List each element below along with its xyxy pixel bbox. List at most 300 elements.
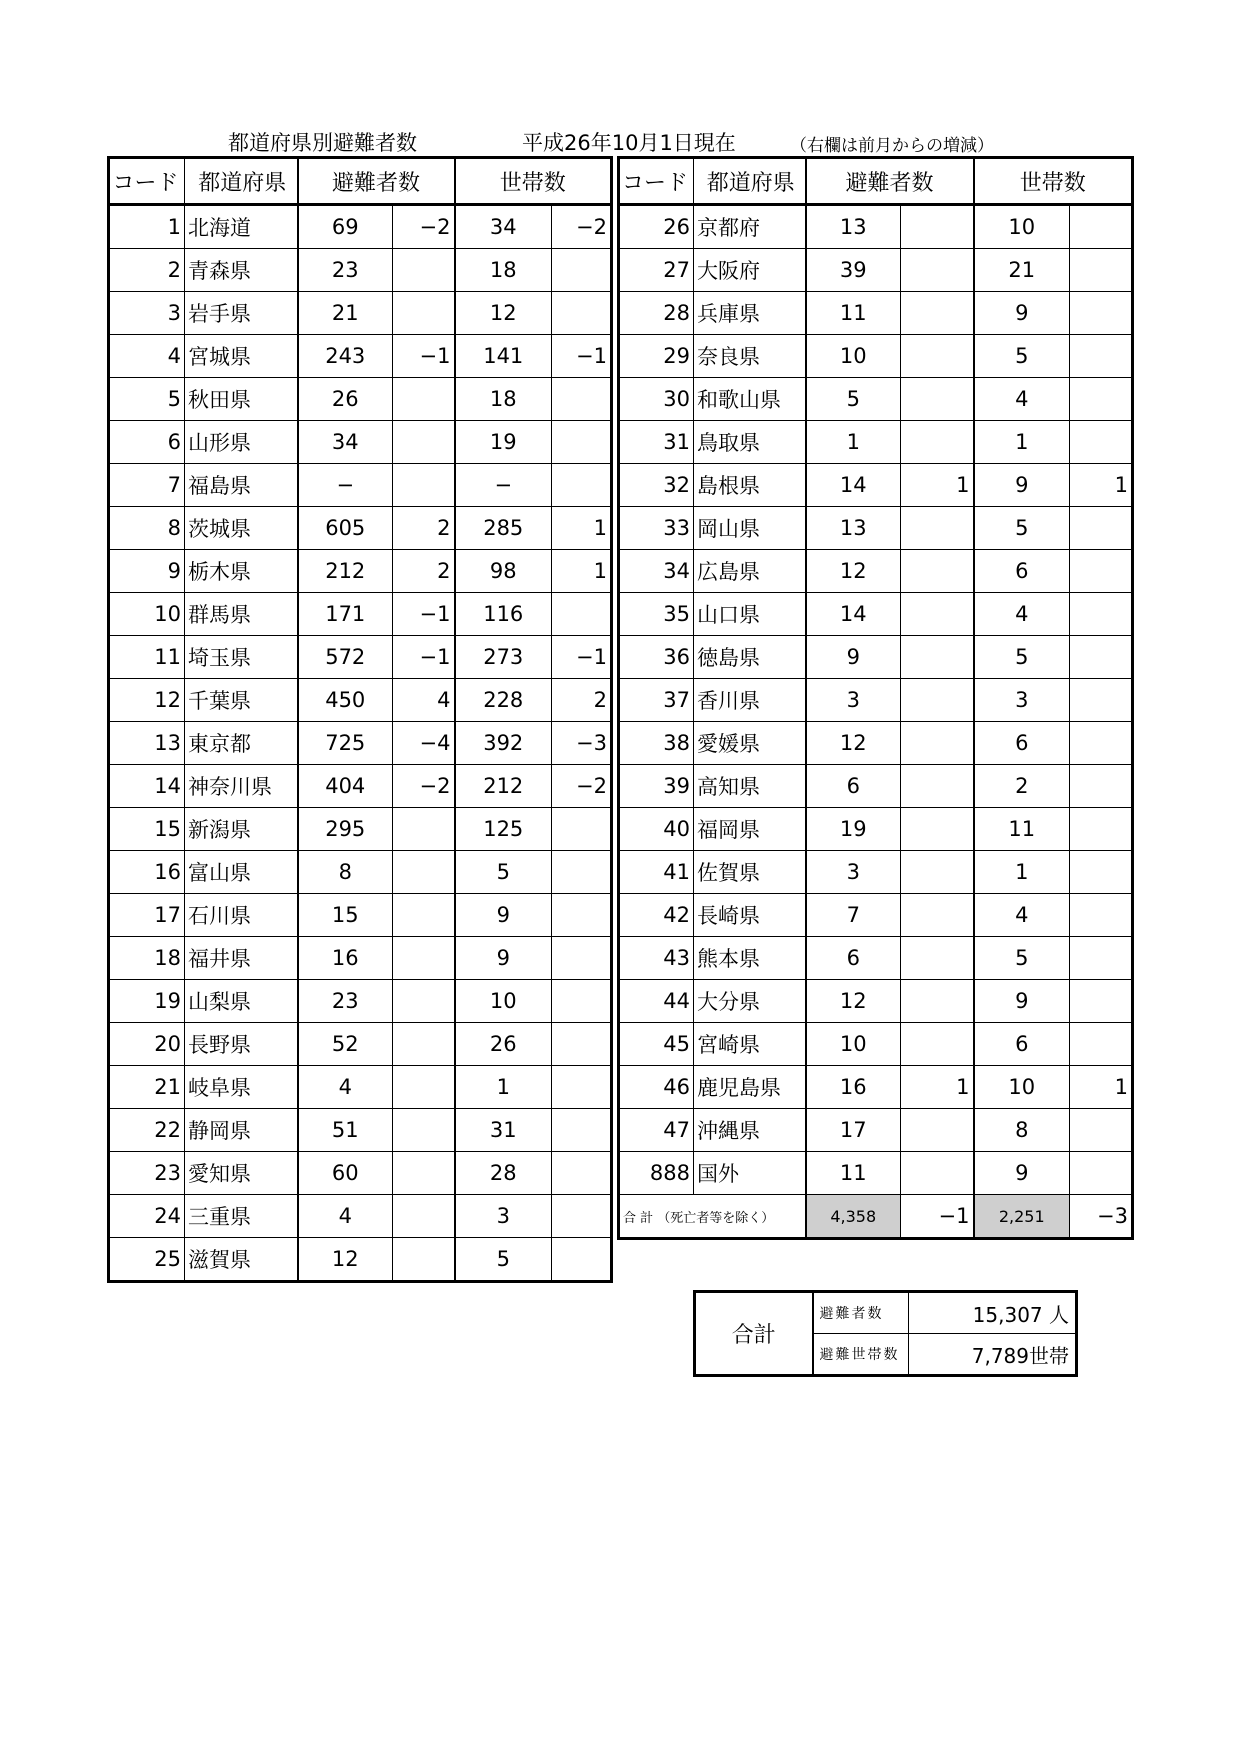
prefecture-cell: 新潟県: [185, 808, 298, 851]
evacuees-delta-cell: [901, 507, 974, 550]
prefecture-cell: 滋賀県: [185, 1238, 298, 1282]
households-cell: 3: [455, 1195, 552, 1238]
evacuees-cell: 51: [298, 1109, 393, 1152]
summary-households-value: 7,789世帯: [971, 1343, 1069, 1368]
prefecture-cell: 熊本県: [694, 937, 806, 980]
evacuees-delta-cell: [901, 421, 974, 464]
households-delta-cell: [1070, 378, 1133, 421]
subtotal-evacuees-delta: −1: [901, 1195, 974, 1239]
households-delta-cell: [552, 1066, 612, 1109]
evacuees-cell: 17: [806, 1109, 901, 1152]
households-delta-cell: [1070, 851, 1133, 894]
table-row: [619, 765, 1133, 808]
evacuees-cell: 12: [806, 722, 901, 765]
evacuees-cell: 4: [298, 1195, 393, 1238]
households-cell: 4: [974, 894, 1070, 937]
evacuees-delta-cell: [393, 292, 455, 335]
prefecture-cell: 大分県: [694, 980, 806, 1023]
households-delta-cell: [1070, 1109, 1133, 1152]
evacuees-delta-cell: [901, 636, 974, 679]
subtotal-households-delta: −3: [1070, 1195, 1133, 1239]
code-cell: 28: [619, 292, 694, 335]
evacuees-delta-cell: [393, 249, 455, 292]
evacuees-delta-cell: [393, 851, 455, 894]
households-cell: 98: [455, 550, 552, 593]
code-cell: 31: [619, 421, 694, 464]
evacuees-delta-cell: [901, 722, 974, 765]
summary-evacuees-label: 避難者数: [813, 1292, 909, 1334]
table-row: [109, 507, 612, 550]
table-row: [109, 980, 612, 1023]
households-cell: 10: [974, 1066, 1070, 1109]
prefecture-cell: 長野県: [185, 1023, 298, 1066]
header-households: 世帯数: [455, 158, 612, 205]
header-evacuees: 避難者数: [298, 158, 455, 205]
table-row: [109, 249, 612, 292]
code-cell: 5: [109, 378, 185, 421]
code-cell: 43: [619, 937, 694, 980]
prefecture-cell: 栃木県: [185, 550, 298, 593]
evacuees-delta-cell: 1: [901, 464, 974, 507]
code-cell: 6: [109, 421, 185, 464]
evacuees-cell: 3: [806, 851, 901, 894]
evacuees-delta-cell: 4: [393, 679, 455, 722]
households-cell: 392: [455, 722, 552, 765]
table-row: [619, 249, 1133, 292]
code-cell: 25: [109, 1238, 185, 1282]
evacuees-cell: 295: [298, 808, 393, 851]
code-cell: 4: [109, 335, 185, 378]
prefecture-cell: 三重県: [185, 1195, 298, 1238]
prefecture-cell: 岡山県: [694, 507, 806, 550]
prefecture-cell: 奈良県: [694, 335, 806, 378]
evacuees-delta-cell: [901, 980, 974, 1023]
evacuees-cell: 572: [298, 636, 393, 679]
households-cell: 34: [455, 205, 552, 249]
table-row: [109, 1238, 612, 1282]
prefecture-cell: 国外: [694, 1152, 806, 1195]
households-delta-cell: −2: [552, 765, 612, 808]
code-cell: 16: [109, 851, 185, 894]
households-delta-cell: 1: [552, 507, 612, 550]
households-cell: 9: [455, 894, 552, 937]
households-delta-cell: [552, 593, 612, 636]
evacuees-cell: 5: [806, 378, 901, 421]
evacuees-cell: 19: [806, 808, 901, 851]
evacuees-delta-cell: [393, 464, 455, 507]
evacuees-delta-cell: [393, 1195, 455, 1238]
evacuees-delta-cell: [901, 550, 974, 593]
households-cell: 21: [974, 249, 1070, 292]
evacuees-delta-cell: [393, 1109, 455, 1152]
table-row: [619, 636, 1133, 679]
households-cell: 5: [974, 937, 1070, 980]
prefecture-cell: 大阪府: [694, 249, 806, 292]
households-cell: 5: [974, 335, 1070, 378]
code-cell: 20: [109, 1023, 185, 1066]
table-row: [619, 894, 1133, 937]
code-cell: 10: [109, 593, 185, 636]
households-delta-cell: [1070, 722, 1133, 765]
evacuees-delta-cell: [901, 808, 974, 851]
households-delta-cell: [1070, 421, 1133, 464]
table-row: [619, 421, 1133, 464]
code-cell: 12: [109, 679, 185, 722]
households-cell: 5: [455, 851, 552, 894]
prefecture-cell: 北海道: [185, 205, 298, 249]
table-row: [109, 1152, 612, 1195]
prefecture-cell: 兵庫県: [694, 292, 806, 335]
table-row: [619, 937, 1133, 980]
households-delta-cell: −1: [552, 636, 612, 679]
households-cell: 125: [455, 808, 552, 851]
code-cell: 37: [619, 679, 694, 722]
prefecture-cell: 高知県: [694, 765, 806, 808]
table-row: [109, 1023, 612, 1066]
households-delta-cell: [1070, 636, 1133, 679]
households-cell: 6: [974, 1023, 1070, 1066]
prefecture-cell: 岩手県: [185, 292, 298, 335]
households-cell: 2: [974, 765, 1070, 808]
code-cell: 13: [109, 722, 185, 765]
code-cell: 22: [109, 1109, 185, 1152]
households-delta-cell: [552, 851, 612, 894]
households-cell: 5: [455, 1238, 552, 1282]
code-cell: 36: [619, 636, 694, 679]
table-row: [109, 378, 612, 421]
households-cell: 228: [455, 679, 552, 722]
households-delta-cell: −3: [552, 722, 612, 765]
households-cell: 1: [974, 851, 1070, 894]
prefecture-cell: 沖縄県: [694, 1109, 806, 1152]
evacuees-cell: 60: [298, 1152, 393, 1195]
evacuees-cell: 21: [298, 292, 393, 335]
households-delta-cell: −2: [552, 205, 612, 249]
table-row: [619, 851, 1133, 894]
prefecture-cell: 宮城県: [185, 335, 298, 378]
evacuees-cell: 12: [806, 980, 901, 1023]
evacuees-cell: 243: [298, 335, 393, 378]
prefecture-cell: 山口県: [694, 593, 806, 636]
table-row: [619, 378, 1133, 421]
households-cell: 1: [455, 1066, 552, 1109]
evacuees-cell: 11: [806, 292, 901, 335]
table-row: [109, 1066, 612, 1109]
households-delta-cell: 1: [552, 550, 612, 593]
households-cell: 9: [974, 1152, 1070, 1195]
prefecture-cell: 埼玉県: [185, 636, 298, 679]
evacuees-delta-cell: [393, 1023, 455, 1066]
table-row: [619, 1023, 1133, 1066]
evacuees-delta-cell: −2: [393, 205, 455, 249]
code-cell: 47: [619, 1109, 694, 1152]
code-cell: 7: [109, 464, 185, 507]
households-cell: 116: [455, 593, 552, 636]
subtotal-households: 2,251: [974, 1195, 1070, 1239]
evacuees-delta-cell: 1: [901, 1066, 974, 1109]
evacuees-cell: 212: [298, 550, 393, 593]
table-row: [109, 205, 612, 249]
households-cell: 10: [455, 980, 552, 1023]
evacuees-cell: 16: [298, 937, 393, 980]
households-delta-cell: [552, 980, 612, 1023]
prefecture-cell: 千葉県: [185, 679, 298, 722]
header-code: コード: [109, 158, 185, 205]
code-cell: 33: [619, 507, 694, 550]
table-row: [619, 1109, 1133, 1152]
code-cell: 32: [619, 464, 694, 507]
code-cell: 44: [619, 980, 694, 1023]
code-cell: 38: [619, 722, 694, 765]
prefecture-cell: 愛知県: [185, 1152, 298, 1195]
households-delta-cell: [1070, 550, 1133, 593]
evacuees-cell: 23: [298, 980, 393, 1023]
table-row: [619, 550, 1133, 593]
households-delta-cell: [552, 1195, 612, 1238]
evacuees-cell: 725: [298, 722, 393, 765]
evacuees-delta-cell: −4: [393, 722, 455, 765]
households-cell: 273: [455, 636, 552, 679]
households-cell: 212: [455, 765, 552, 808]
evacuees-cell: 11: [806, 1152, 901, 1195]
evacuees-delta-cell: [393, 937, 455, 980]
households-cell: 9: [974, 464, 1070, 507]
prefecture-cell: 石川県: [185, 894, 298, 937]
evacuees-cell: 13: [806, 507, 901, 550]
households-cell: 6: [974, 722, 1070, 765]
code-cell: 17: [109, 894, 185, 937]
evacuees-cell: 171: [298, 593, 393, 636]
table-row: [109, 421, 612, 464]
evacuees-cell: 605: [298, 507, 393, 550]
table-row: [109, 679, 612, 722]
evacuees-cell: 23: [298, 249, 393, 292]
evacuees-delta-cell: [901, 292, 974, 335]
households-cell: 4: [974, 378, 1070, 421]
evacuees-delta-cell: −1: [393, 335, 455, 378]
code-cell: 42: [619, 894, 694, 937]
prefecture-cell: 鹿児島県: [694, 1066, 806, 1109]
evacuees-cell: 7: [806, 894, 901, 937]
table-row: [109, 593, 612, 636]
prefecture-cell: 福井県: [185, 937, 298, 980]
households-delta-cell: [1070, 765, 1133, 808]
evacuees-delta-cell: [393, 980, 455, 1023]
table-row: [619, 507, 1133, 550]
code-cell: 19: [109, 980, 185, 1023]
table-row: [109, 851, 612, 894]
report-date: 平成26年10月1日現在: [522, 131, 736, 155]
prefecture-cell: 静岡県: [185, 1109, 298, 1152]
evacuees-cell: 14: [806, 593, 901, 636]
prefecture-cell: 京都府: [694, 205, 806, 249]
evacuees-cell: 12: [298, 1238, 393, 1282]
evacuees-delta-cell: [393, 421, 455, 464]
code-cell: 26: [619, 205, 694, 249]
households-cell: −: [455, 464, 552, 507]
evacuees-cell: 10: [806, 1023, 901, 1066]
code-cell: 29: [619, 335, 694, 378]
households-cell: 4: [974, 593, 1070, 636]
evacuees-cell: 10: [806, 335, 901, 378]
page-title: 都道府県別避難者数: [228, 131, 417, 155]
table-row: [619, 464, 1133, 507]
households-cell: 3: [974, 679, 1070, 722]
households-cell: 12: [455, 292, 552, 335]
summary-total-label: 合計: [695, 1292, 813, 1376]
code-cell: 23: [109, 1152, 185, 1195]
code-cell: 30: [619, 378, 694, 421]
evacuees-cell: 6: [806, 937, 901, 980]
code-cell: 888: [619, 1152, 694, 1195]
households-delta-cell: [552, 464, 612, 507]
code-cell: 8: [109, 507, 185, 550]
evacuees-cell: 450: [298, 679, 393, 722]
table-row: [109, 464, 612, 507]
households-delta-cell: [1070, 937, 1133, 980]
households-cell: 18: [455, 249, 552, 292]
table-row: [109, 550, 612, 593]
prefecture-cell: 山梨県: [185, 980, 298, 1023]
code-cell: 14: [109, 765, 185, 808]
evacuees-cell: 9: [806, 636, 901, 679]
table-row: [109, 808, 612, 851]
table-row: [109, 722, 612, 765]
households-delta-cell: [1070, 808, 1133, 851]
code-cell: 24: [109, 1195, 185, 1238]
code-cell: 2: [109, 249, 185, 292]
table-row: [619, 593, 1133, 636]
households-delta-cell: [552, 292, 612, 335]
evacuees-cell: 14: [806, 464, 901, 507]
delta-note: （右欄は前月からの増減）: [790, 136, 994, 156]
households-delta-cell: [1070, 335, 1133, 378]
header-households: 世帯数: [974, 158, 1133, 205]
households-delta-cell: 1: [1070, 464, 1133, 507]
code-cell: 11: [109, 636, 185, 679]
prefecture-cell: 秋田県: [185, 378, 298, 421]
households-cell: 9: [455, 937, 552, 980]
prefecture-cell: 鳥取県: [694, 421, 806, 464]
code-cell: 9: [109, 550, 185, 593]
households-cell: 6: [974, 550, 1070, 593]
evacuees-cell: 8: [298, 851, 393, 894]
evacuees-delta-cell: −1: [393, 636, 455, 679]
subtotal-row: [619, 1195, 1133, 1239]
table-row: [619, 679, 1133, 722]
evacuees-delta-cell: [901, 378, 974, 421]
evacuees-cell: 3: [806, 679, 901, 722]
evacuees-delta-cell: [901, 679, 974, 722]
evacuees-delta-cell: [901, 765, 974, 808]
table-row: [109, 894, 612, 937]
table-row: [109, 1109, 612, 1152]
households-cell: 19: [455, 421, 552, 464]
header-row: [109, 158, 612, 205]
households-delta-cell: [1070, 894, 1133, 937]
households-delta-cell: [1070, 249, 1133, 292]
evacuees-delta-cell: [901, 335, 974, 378]
evacuees-cell: 4: [298, 1066, 393, 1109]
code-cell: 39: [619, 765, 694, 808]
prefecture-cell: 和歌山県: [694, 378, 806, 421]
prefecture-cell: 宮崎県: [694, 1023, 806, 1066]
code-cell: 21: [109, 1066, 185, 1109]
households-delta-cell: [552, 894, 612, 937]
prefecture-cell: 徳島県: [694, 636, 806, 679]
evacuees-cell: 16: [806, 1066, 901, 1109]
evacuees-delta-cell: [901, 1109, 974, 1152]
evacuees-cell: 6: [806, 765, 901, 808]
households-delta-cell: [1070, 1152, 1133, 1195]
prefecture-cell: 佐賀県: [694, 851, 806, 894]
households-cell: 28: [455, 1152, 552, 1195]
households-delta-cell: [552, 421, 612, 464]
header-prefecture: 都道府県: [694, 158, 806, 205]
households-delta-cell: −1: [552, 335, 612, 378]
header-prefecture: 都道府県: [185, 158, 298, 205]
households-delta-cell: [1070, 1023, 1133, 1066]
households-cell: 1: [974, 421, 1070, 464]
households-delta-cell: [552, 249, 612, 292]
households-delta-cell: [1070, 980, 1133, 1023]
evacuees-delta-cell: [901, 1023, 974, 1066]
prefecture-cell: 東京都: [185, 722, 298, 765]
households-cell: 9: [974, 980, 1070, 1023]
evacuees-cell: 1: [806, 421, 901, 464]
evacuees-cell: −: [298, 464, 393, 507]
prefecture-cell: 茨城県: [185, 507, 298, 550]
table-row: [109, 636, 612, 679]
code-cell: 46: [619, 1066, 694, 1109]
households-cell: 10: [974, 205, 1070, 249]
code-cell: 41: [619, 851, 694, 894]
evacuees-delta-cell: [393, 894, 455, 937]
right-table: [617, 156, 1134, 1240]
households-delta-cell: [1070, 292, 1133, 335]
evacuees-delta-cell: [901, 205, 974, 249]
households-cell: 5: [974, 507, 1070, 550]
households-delta-cell: [552, 808, 612, 851]
evacuees-cell: 26: [298, 378, 393, 421]
evacuees-delta-cell: [901, 593, 974, 636]
households-delta-cell: [1070, 205, 1133, 249]
households-delta-cell: [552, 378, 612, 421]
code-cell: 18: [109, 937, 185, 980]
evacuees-delta-cell: −1: [393, 593, 455, 636]
prefecture-cell: 神奈川県: [185, 765, 298, 808]
evacuees-cell: 52: [298, 1023, 393, 1066]
table-row: [109, 937, 612, 980]
code-cell: 34: [619, 550, 694, 593]
prefecture-cell: 富山県: [185, 851, 298, 894]
households-cell: 8: [974, 1109, 1070, 1152]
header-row: [619, 158, 1133, 205]
households-cell: 31: [455, 1109, 552, 1152]
households-delta-cell: [1070, 507, 1133, 550]
prefecture-cell: 長崎県: [694, 894, 806, 937]
table-row: [619, 722, 1133, 765]
evacuees-delta-cell: 2: [393, 507, 455, 550]
evacuees-delta-cell: −2: [393, 765, 455, 808]
prefecture-cell: 岐阜県: [185, 1066, 298, 1109]
evacuees-cell: 34: [298, 421, 393, 464]
table-row: [109, 292, 612, 335]
table-row: [619, 205, 1133, 249]
subtotal-label: 合 計 （死亡者等を除く）: [619, 1195, 806, 1239]
evacuees-delta-cell: 2: [393, 550, 455, 593]
table-row: [109, 1195, 612, 1238]
